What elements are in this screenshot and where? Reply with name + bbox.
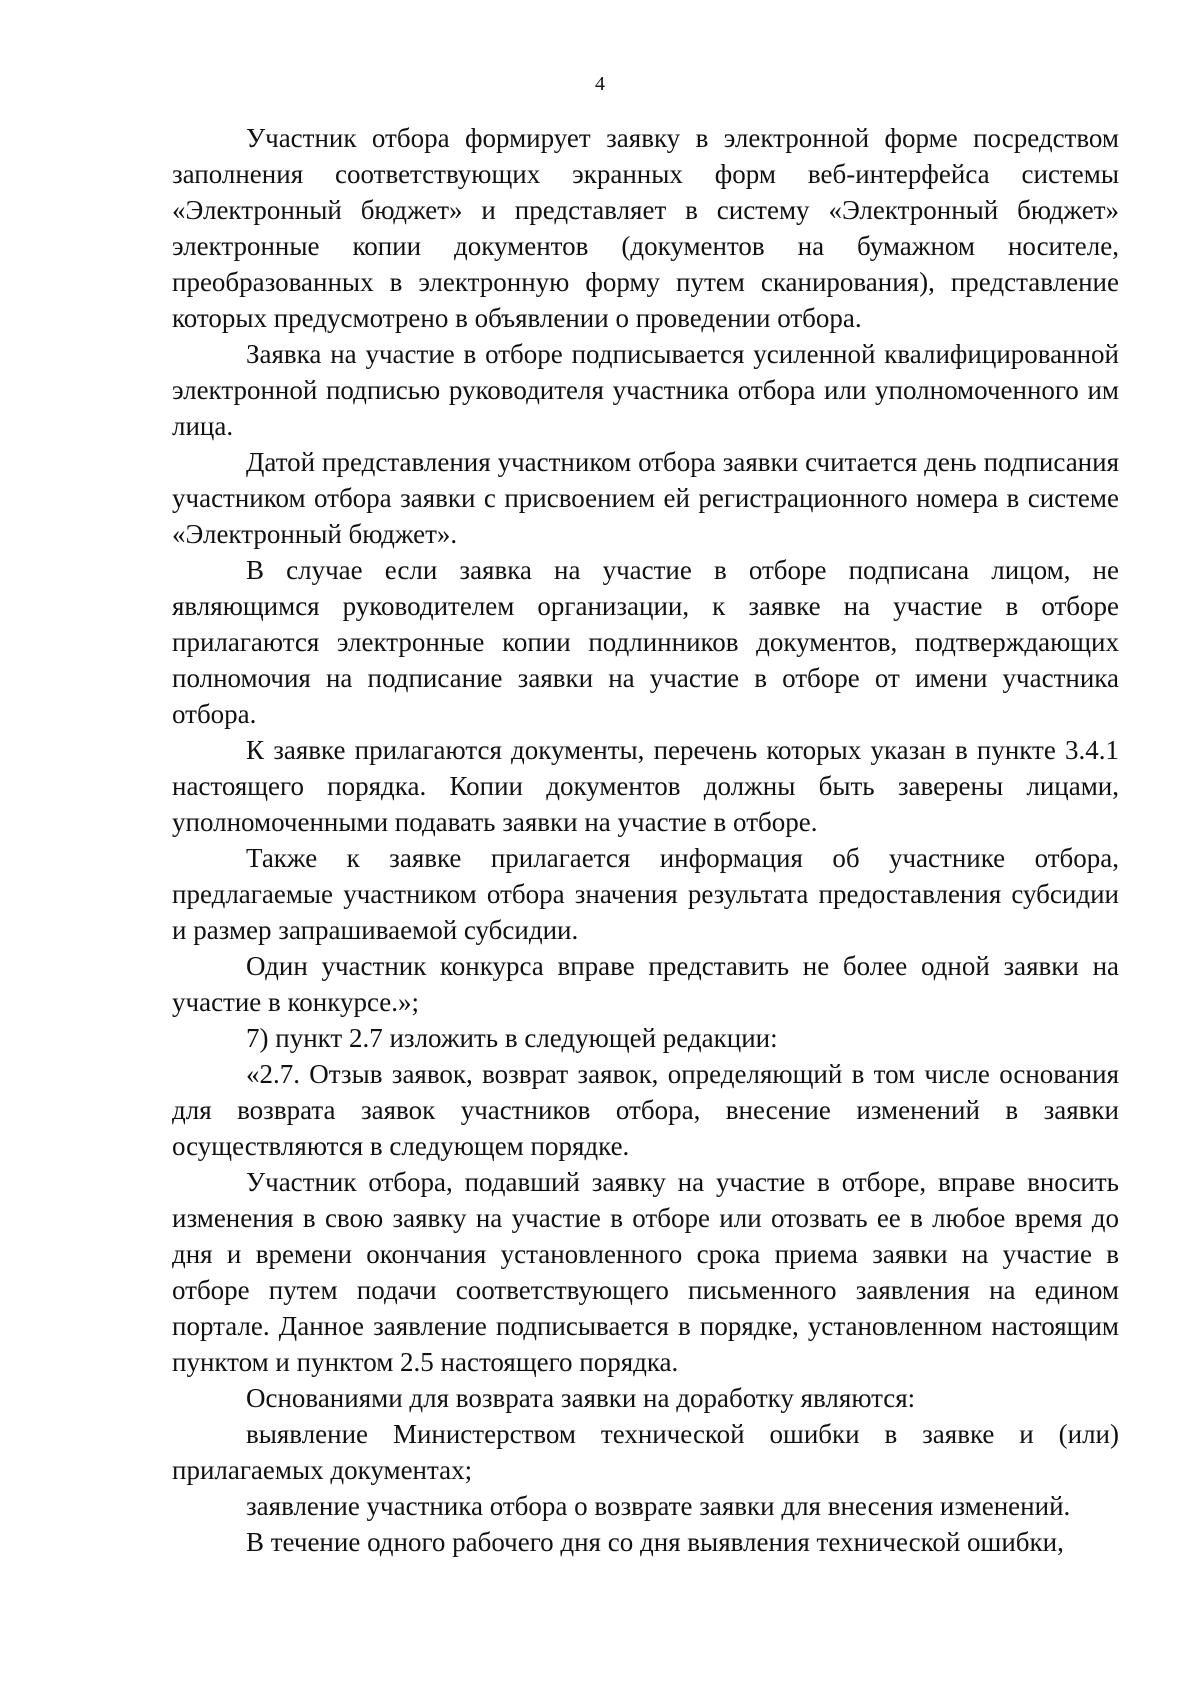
paragraph: Датой представления участником отбора заявки считается день подписания участником отбора заявки с присвоением ей регистрационного номера в системе «Электронный бюджет».: [172, 447, 1119, 549]
paragraph: Основаниями для возврата заявки на доработку являются:: [246, 1383, 916, 1413]
paragraph: выявление Министерством технической ошибки в заявке и (или) прилагаемых документах;: [172, 1419, 1119, 1485]
paragraph: Заявка на участие в отборе подписывается усиленной квалифицированной электронной подписью руководителя участника отбора или уполномоченного им лица.: [172, 339, 1119, 441]
paragraph: «2.7. Отзыв заявок, возврат заявок, определяющий в том числе основания для возврата заявок участников отбора, внесение изменений в заявки осуществляются в следующем порядке.: [172, 1059, 1119, 1161]
paragraph: Также к заявке прилагается информация об участнике отбора, предлагаемые участником отбора значения результата предоставления субсидии и размер запрашиваемой субсидии.: [172, 843, 1119, 945]
paragraph: К заявке прилагаются документы, перечень которых указан в пункте 3.4.1 настоящего порядка. Копии документов должны быть заверены лицами, уполномоченными подавать заявки на участие в отборе.: [172, 735, 1119, 837]
page-number: 4: [595, 73, 605, 95]
document-body: [172, 120, 1119, 1560]
paragraph: В течение одного рабочего дня со дня выявления технической ошибки,: [246, 1527, 1064, 1557]
paragraph: Участник отбора формирует заявку в электронной форме посредством заполнения соответствующих экранных форм веб-интерфейса системы «Электронный бюджет» и представляет в систему «Электронный бюджет» электронные копии документов (документов на бумажном носителе, преобразованных в электронную форму путем сканирования), представление которых предусмотрено в объявлении о проведении отбора.: [172, 123, 1119, 333]
paragraph: Участник отбора, подавший заявку на участие в отборе, вправе вносить изменения в свою заявку на участие в отборе или отозвать ее в любое время до дня и времени окончания установленного срока приема заявки на участие в отборе путем подачи соответствующего письменного заявления на едином портале. Данное заявление подписывается в порядке, установленном настоящим пунктом и пунктом 2.5 настоящего порядка.: [172, 1167, 1119, 1377]
paragraph: Один участник конкурса вправе представить не более одной заявки на участие в конкурсе.»;: [172, 951, 1119, 1017]
paragraph: В случае если заявка на участие в отборе подписана лицом, не являющимся руководителем организации, к заявке на участие в отборе прилагаются электронные копии подлинников документов, подтверждающих полномочия на подписание заявки на участие в отборе от имени участника отбора.: [172, 555, 1119, 729]
paragraph: заявление участника отбора о возврате заявки для внесения изменений.: [246, 1491, 1071, 1521]
paragraph: 7) пункт 2.7 изложить в следующей редакции:: [246, 1023, 778, 1053]
